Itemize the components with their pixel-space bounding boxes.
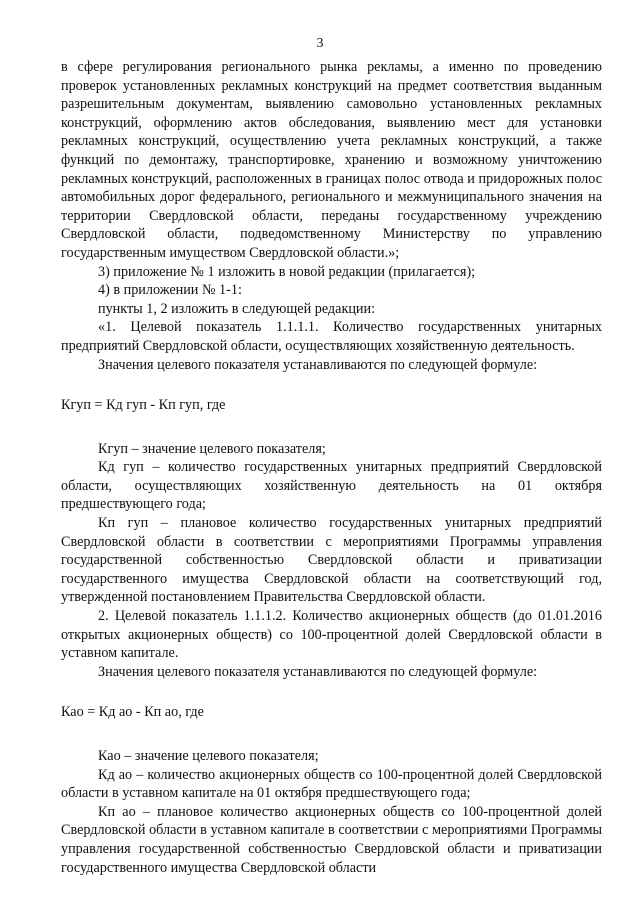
definition-kp-ao: Кп ао – плановое количество акционерных обществ со 100-процентной долей Свердловской области в уставном капитале в соответствии с мероприятиями Программы управления государственной собственностью Свердловской области и приватизации государственного имущества Свердловской области	[61, 803, 602, 876]
paragraph-indicator-1-1-1-1: «1. Целевой показатель 1.1.1.1. Количество государственных унитарных предприятий Свердловской области, осуществляющих хозяйственную деятельность.	[61, 319, 602, 354]
paragraph-item-3: 3) приложение № 1 изложить в новой редакции (прилагается);	[98, 263, 476, 280]
definition-kp-gup: Кп гуп – плановое количество государственных унитарных предприятий Свердловской области в соответствии с мероприятиями Программы управления государственной собственностью Свердловской области и приватизации государственного имущества Свердловской области на соответствующий год, утвержденной постановлением Правительства Свердловской области.	[61, 515, 602, 606]
formula-kao: Као = Кд ао - Кп ао, где	[61, 704, 204, 721]
paragraph-advertising-functions: в сфере регулирования регионального рынка рекламы, а именно по проведению проверок установленных рекламных конструкций на предмет соответствия выданным разрешительным документам, выявлению самовольно установленных рекламных конструкций, оформлению актов обследования, выявлению мест для установки рекламных конструкций, осуществлению учета рекламных конструкций, а также функций по демонтажу, транспортировке, хранению и возможному уничтожению рекламных конструкций, расположенных в границах полос отвода и придорожных полос автомобильных дорог федерального, регионального и межмуниципального значения на территории Свердловской области, переданы государственному учреждению Свердловской области, подведомственному Министерству по управлению государственным имуществом Свердловской области.»;	[61, 59, 602, 261]
definition-kd-gup: Кд гуп – количество государственных унитарных предприятий Свердловской области, осуществляющих хозяйственную деятельность на 01 октября предшествующего года;	[61, 459, 602, 513]
paragraph-formula-intro-1: Значения целевого показателя устанавливаются по следующей формуле:	[98, 356, 538, 373]
paragraph-formula-intro-2: Значения целевого показателя устанавливаются по следующей формуле:	[98, 663, 538, 680]
definition-kgup: Кгуп – значение целевого показателя;	[98, 440, 326, 457]
page-number: 3	[316, 36, 324, 51]
definition-kd-ao: Кд ао – количество акционерных обществ со 100-процентной долей Свердловской области в уставном капитале на 01 октября предшествующего года;	[61, 766, 602, 802]
paragraph-indicator-1-1-1-2: 2. Целевой показатель 1.1.1.2. Количество акционерных обществ (до 01.01.2016 открытых акционерных обществ) со 100-процентной долей Свердловской области в уставном капитале.	[61, 608, 602, 662]
formula-kgup: Кгуп = Кд гуп - Кп гуп, где	[61, 397, 226, 414]
paragraph-item-4: 4) в приложении № 1-1:	[98, 282, 242, 299]
document-body	[61, 58, 602, 877]
definition-kao: Као – значение целевого показателя;	[98, 748, 319, 764]
paragraph-points-1-2: пункты 1, 2 изложить в следующей редакции:	[98, 300, 376, 317]
